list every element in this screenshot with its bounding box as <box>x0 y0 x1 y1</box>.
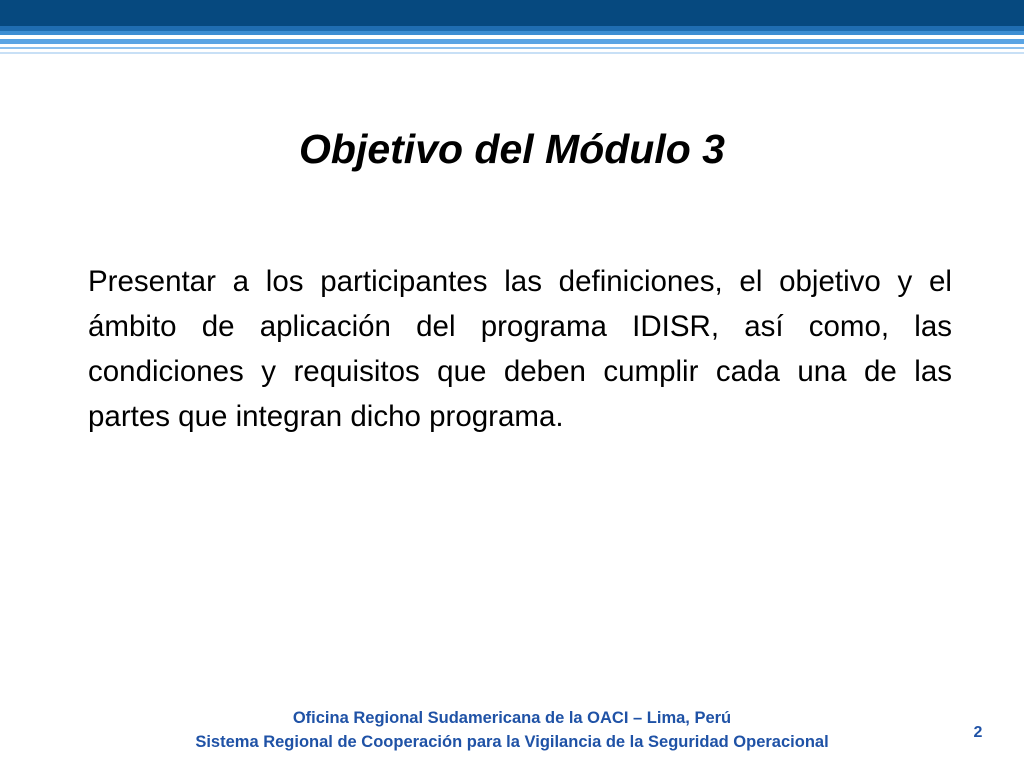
footer-system-line: Sistema Regional de Cooperación para la Vigilancia de la Seguridad Operacional <box>195 733 829 751</box>
header-band-thin <box>0 47 1024 49</box>
header-band-faint <box>0 52 1024 54</box>
slide-body-text: Presentar a los participantes las definiciones, el objetivo y el ámbito de aplicación del programa IDISR, así como, las condiciones y requisitos que deben cumplir cada una de las partes que integran dicho programa. <box>88 265 952 433</box>
header-band-dark <box>0 0 1024 26</box>
slide-title: Objetivo del Módulo 3 <box>299 126 725 172</box>
page-number: 2 <box>973 724 983 741</box>
slide-footer <box>0 706 1024 754</box>
footer-office-line: Oficina Regional Sudamericana de la OACI – Lima, Perú <box>292 709 732 727</box>
